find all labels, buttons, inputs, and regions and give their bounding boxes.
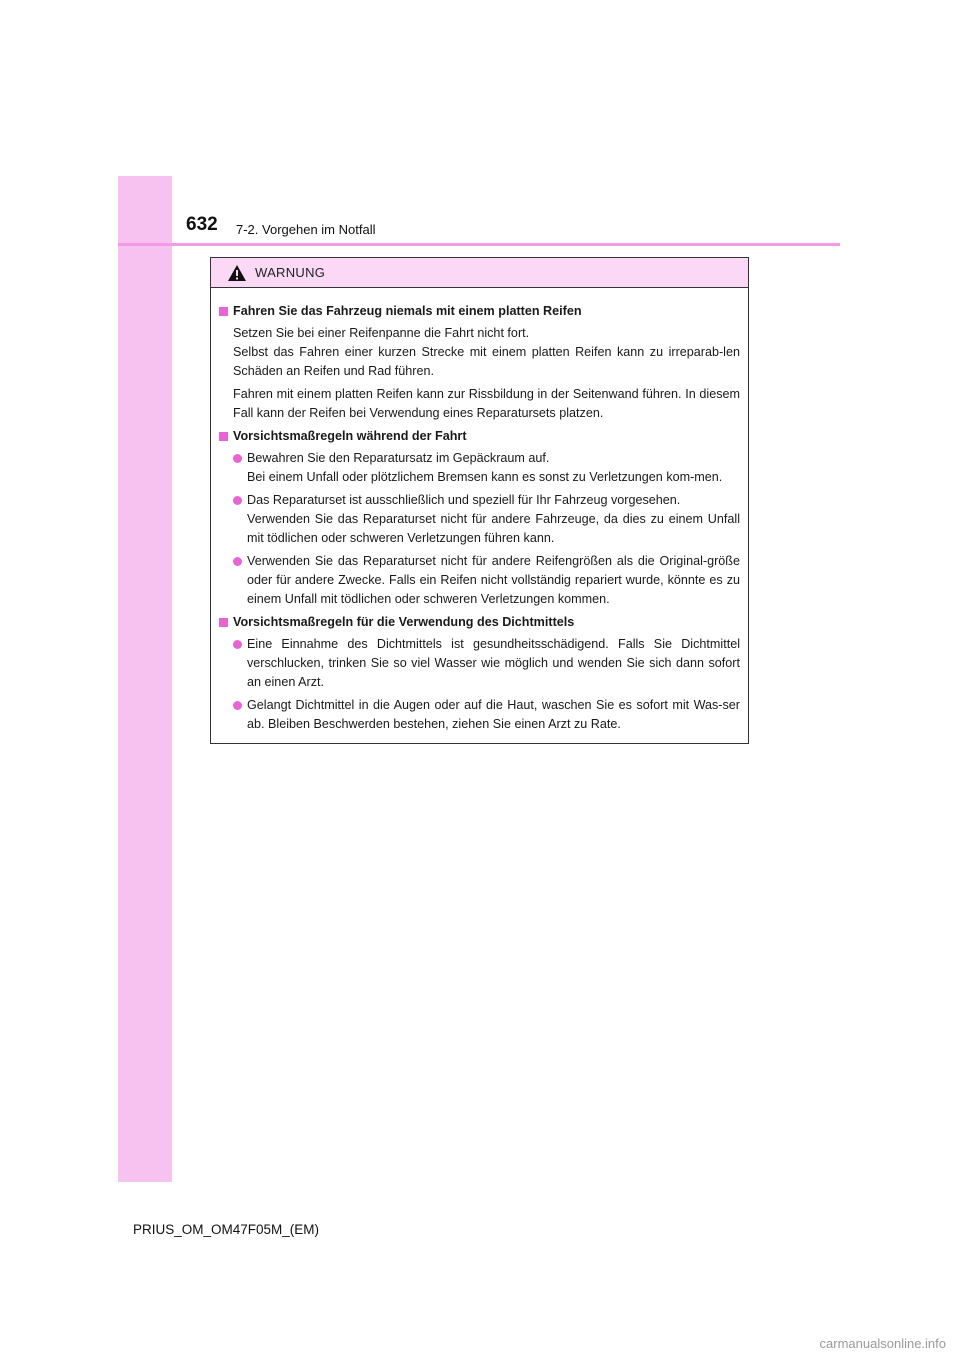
- paragraph-line: Setzen Sie bei einer Reifenpanne die Fahrt nicht fort.: [233, 326, 530, 340]
- bullet-item: [219, 552, 740, 609]
- paragraph: [219, 324, 740, 381]
- warning-header: [211, 258, 748, 288]
- header-rule: [118, 243, 840, 246]
- bullet-item: [219, 449, 740, 487]
- warning-triangle-icon: [227, 264, 247, 282]
- paragraph-line: Fahren mit einem platten Reifen kann zur Rissbildung in der Seitenwand führen. In diesem Fall kann der Reifen bei Verwendung eines Reparatursets platzen.: [233, 387, 740, 420]
- circle-bullet-icon: [233, 701, 242, 710]
- bullet-line: Verwenden Sie das Reparaturset nicht für andere Fahrzeuge, da dies zu einem Unfall mit tödlichen oder schweren Verletzungen führen kann.: [247, 512, 740, 545]
- bullet-line: Das Reparaturset ist ausschließlich und speziell für Ihr Fahrzeug vorgesehen.: [247, 493, 681, 507]
- bullet-item: [219, 635, 740, 692]
- section-heading: [219, 427, 740, 446]
- bullet-line: Verwenden Sie das Reparaturset nicht für andere Reifengrößen als die Original-größe oder für andere Zwecke. Falls ein Reifen nicht vollständig repariert wurde, könnte es zu einem Unfall mit tödlichen oder schweren Verletzungen kommen.: [247, 554, 740, 606]
- section-heading: [219, 302, 740, 321]
- circle-bullet-icon: [233, 454, 242, 463]
- warning-body: [211, 288, 748, 734]
- document-code: PRIUS_OM_OM47F05M_(EM): [133, 1222, 320, 1237]
- circle-bullet-icon: [233, 557, 242, 566]
- section-heading: [219, 613, 740, 632]
- bullet-line: Eine Einnahme des Dichtmittels ist gesundheitsschädigend. Falls Sie Dichtmittel verschlucken, trinken Sie so viel Wasser wie möglich und wenden Sie sich dann sofort an einen Arzt.: [247, 637, 740, 689]
- heading-text: Vorsichtsmaßregeln während der Fahrt: [233, 429, 467, 443]
- heading-text: Vorsichtsmaßregeln für die Verwendung des Dichtmittels: [233, 615, 575, 629]
- watermark: carmanualsonline.info: [819, 1336, 946, 1351]
- bullet-item: [219, 491, 740, 548]
- bullet-line: Gelangt Dichtmittel in die Augen oder auf die Haut, waschen Sie es sofort mit Was-ser ab. Bleiben Beschwerden bestehen, ziehen Sie einen Arzt zu Rate.: [247, 698, 740, 731]
- square-bullet-icon: [219, 432, 228, 441]
- warning-box: [210, 257, 749, 744]
- side-color-band: [118, 176, 172, 1182]
- paragraph: [219, 385, 740, 423]
- heading-text: Fahren Sie das Fahrzeug niemals mit einem platten Reifen: [233, 304, 582, 318]
- bullet-item: [219, 696, 740, 734]
- warning-title: WARNUNG: [255, 265, 326, 280]
- paragraph-line: Selbst das Fahren einer kurzen Strecke mit einem platten Reifen kann zu irreparab-len Schäden an Reifen und Rad führen.: [233, 345, 740, 378]
- square-bullet-icon: [219, 618, 228, 627]
- section-title: 7-2. Vorgehen im Notfall: [236, 222, 376, 237]
- bullet-line: Bei einem Unfall oder plötzlichem Bremsen kann es sonst zu Verletzungen kom-men.: [247, 470, 723, 484]
- square-bullet-icon: [219, 307, 228, 316]
- circle-bullet-icon: [233, 496, 242, 505]
- page-number: 632: [186, 214, 218, 235]
- bullet-line: Bewahren Sie den Reparatursatz im Gepäckraum auf.: [247, 451, 550, 465]
- circle-bullet-icon: [233, 640, 242, 649]
